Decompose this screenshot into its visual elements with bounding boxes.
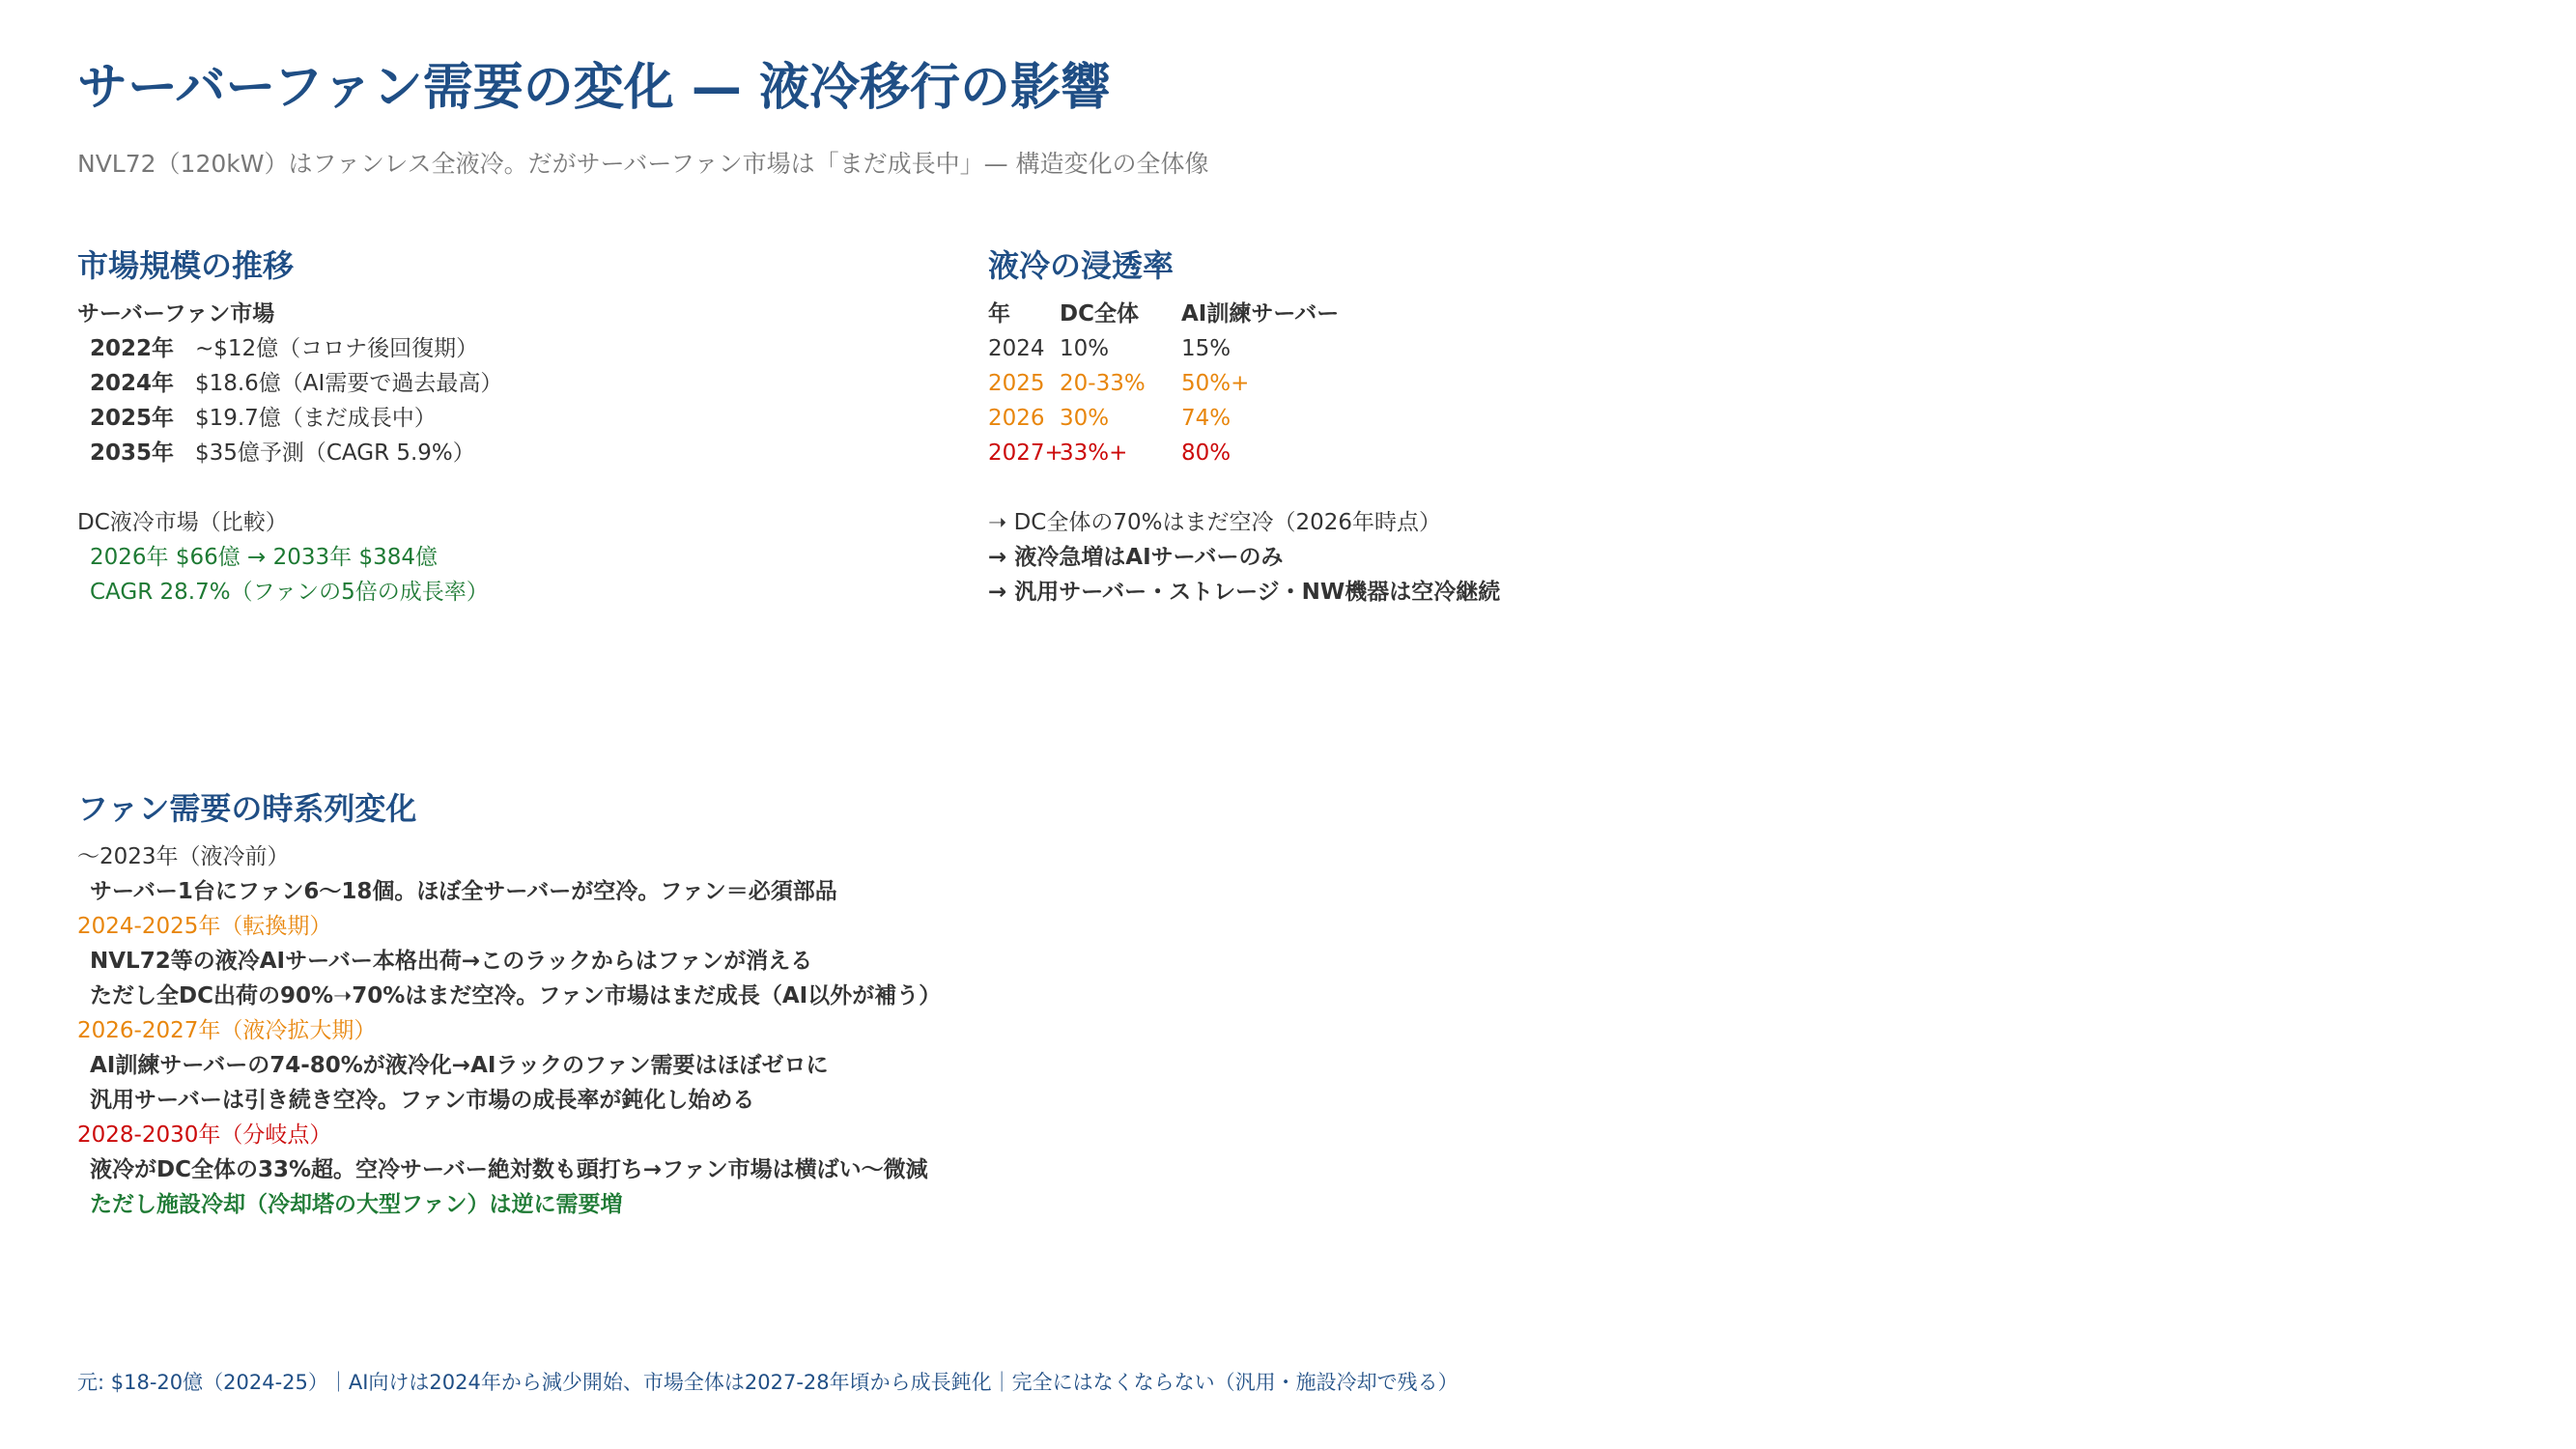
fan-row-year: 2022年	[90, 336, 175, 361]
penetration-year: 2026	[988, 406, 1045, 431]
fan-row	[77, 331, 502, 366]
timeline-period-label: 2028-2030年（分岐点）	[77, 1122, 332, 1148]
penetration-year: 2027+	[988, 440, 1063, 466]
timeline-period-text: NVL72等の液冷AIサーバー本格出荷→このラックからはファンが消える	[90, 949, 813, 974]
fan-market-label: サーバーファン市場	[77, 301, 275, 327]
timeline-period-label: 2024-2025年（転換期）	[77, 914, 332, 939]
penetration-dc: 33%+	[1060, 440, 1128, 466]
fan-row	[77, 401, 502, 436]
penetration-header-row	[988, 297, 1500, 331]
timeline-period-text: 液冷がDC全体の33%超。空冷サーバー絶対数も頭打ち→ファン市場は横ばい〜微減	[90, 1157, 928, 1182]
timeline-heading: ファン需要の時系列変化	[77, 790, 417, 827]
fan-row-year: 2024年	[90, 371, 175, 396]
liquid-market-cagr: CAGR 28.7%（ファンの5倍の成長率）	[90, 580, 489, 605]
fan-row-value: $35億予測（CAGR 5.9%）	[194, 440, 475, 466]
header-ai: AI訓練サーバー	[1181, 301, 1340, 327]
fan-row-year: 2025年	[90, 406, 175, 431]
penetration-ai: 15%	[1181, 336, 1231, 361]
timeline-period-text: ただし全DC出荷の90%➝70%はまだ空冷。ファン市場はまだ成長（AI以外が補う）	[90, 983, 942, 1009]
fan-row-value: $19.7億（まだ成長中）	[194, 406, 437, 431]
timeline-period-text: 汎用サーバーは引き続き空冷。ファン市場の成長率が鈍化し始める	[90, 1088, 755, 1113]
timeline-period-label: 〜2023年（液冷前）	[77, 844, 290, 869]
timeline-highlight: ただし施設冷却（冷却塔の大型ファン）は逆に需要増	[90, 1192, 623, 1217]
market-block	[77, 297, 502, 610]
penetration-dc: 20-33%	[1060, 371, 1146, 396]
penetration-row	[988, 401, 1500, 436]
footer-note: 元: $18-20億（2024-25）｜AI向けは2024年から減少開始、市場全体は2027-28年頃から成長鈍化｜完全にはなくならない（汎用・施設冷却で残る）	[77, 1371, 1458, 1394]
fan-row-year: 2035年	[90, 440, 175, 466]
market-heading: 市場規模の推移	[77, 247, 295, 284]
penetration-year: 2025	[988, 371, 1045, 396]
page-subtitle: NVL72（120kW）はファンレス全液冷。だがサーバーファン市場は「まだ成長中」— 構造変化の全体像	[77, 150, 1209, 178]
penetration-table	[988, 297, 1500, 610]
timeline-period-text: サーバー1台にファン6〜18個。ほぼ全サーバーが空冷。ファン＝必須部品	[90, 879, 837, 904]
header-year: 年	[988, 301, 1010, 327]
penetration-year: 2024	[988, 336, 1045, 361]
penetration-ai: 74%	[1181, 406, 1231, 431]
penetration-dc: 10%	[1060, 336, 1110, 361]
fan-row	[77, 436, 502, 470]
fan-row-value: ~$12億（コロナ後回復期）	[194, 336, 479, 361]
fan-row-value: $18.6億（AI需要で過去最高）	[194, 371, 503, 396]
penetration-row	[988, 331, 1500, 366]
penetration-row	[988, 366, 1500, 401]
penetration-ai: 80%	[1181, 440, 1231, 466]
penetration-note: ➝ DC全体の70%はまだ空冷（2026年時点）	[988, 510, 1442, 535]
page-title: サーバーファン需要の変化 — 液冷移行の影響	[77, 59, 1111, 117]
penetration-heading: 液冷の浸透率	[988, 247, 1175, 284]
timeline-block	[77, 839, 941, 1222]
liquid-market-line: 2026年 $66億 → 2033年 $384億	[90, 545, 439, 570]
header-dc: DC全体	[1060, 301, 1139, 327]
penetration-ai: 50%+	[1181, 371, 1250, 396]
penetration-note: → 液冷急増はAIサーバーのみ	[988, 545, 1284, 570]
penetration-row	[988, 436, 1500, 470]
liquid-market-label: DC液冷市場（比較）	[77, 510, 288, 535]
timeline-period-text: AI訓練サーバーの74-80%が液冷化→AIラックのファン需要はほぼゼロに	[90, 1053, 829, 1078]
penetration-dc: 30%	[1060, 406, 1110, 431]
fan-row	[77, 366, 502, 401]
timeline-period-label: 2026-2027年（液冷拡大期）	[77, 1018, 377, 1043]
penetration-note: → 汎用サーバー・ストレージ・NW機器は空冷継続	[988, 580, 1501, 605]
